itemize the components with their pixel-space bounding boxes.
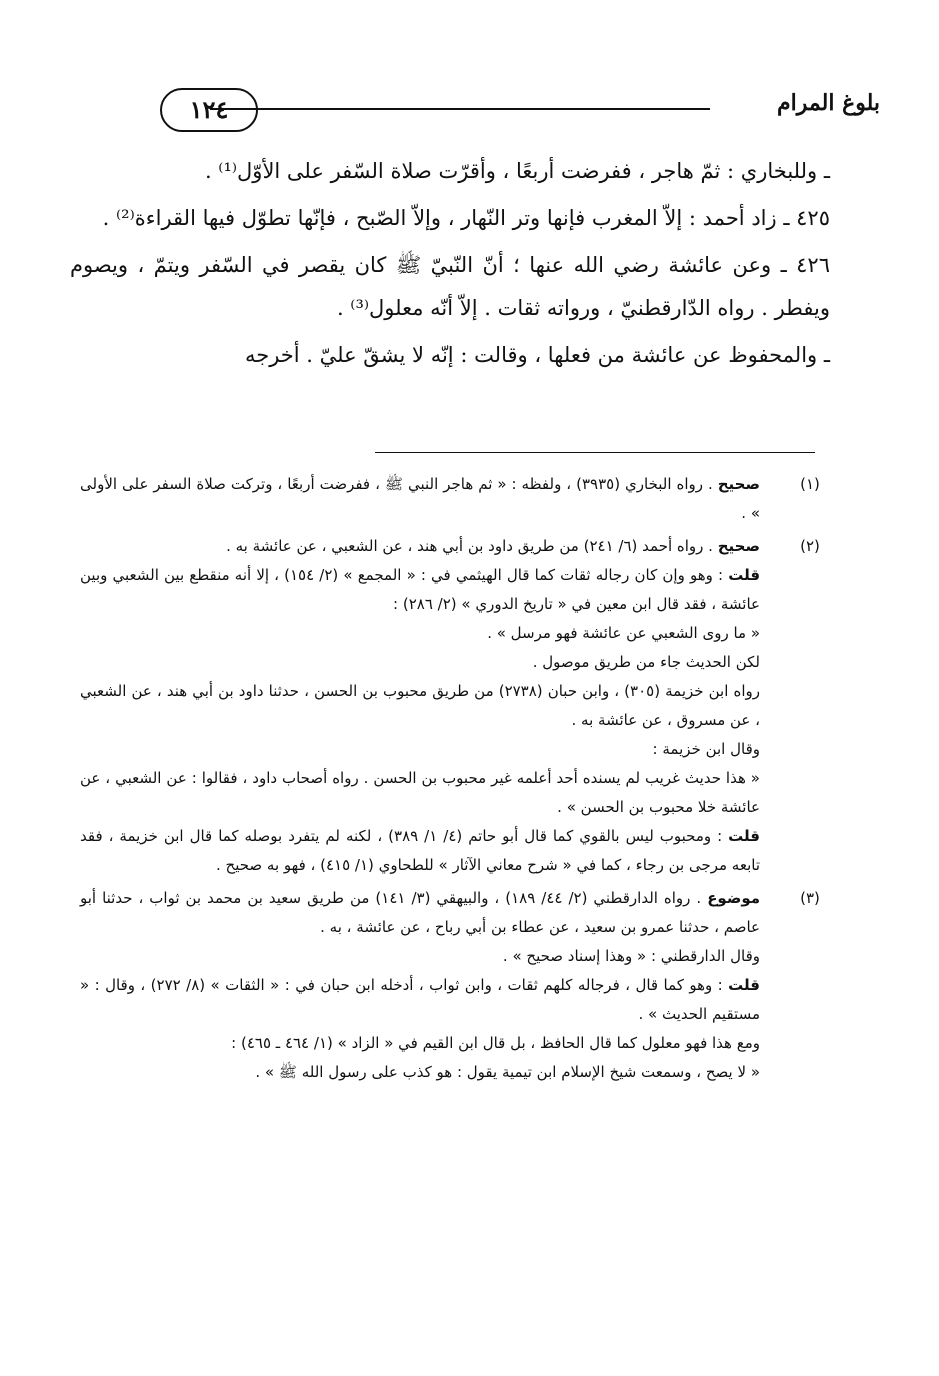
footnote-text: . رواه البخاري (٣٩٣٥) ، ولفظه : « ثم هاجر النبي ﷺ ، ففرضت أربعًا ، وتركت صلاة السفر على الأولى » . <box>80 475 760 522</box>
footnote-line <box>80 561 760 619</box>
footnote-quote: « هذا حديث غريب لم يسنده أحد أعلمه غير محبوب بن الحسن . رواه أصحاب داود ، فقالوا : عن الشعبي ، عن عائشة خلا محبوب بن الحسن » . <box>80 769 760 816</box>
hadith-paragraph: ـ وللبخاري : ثمّ هاجر ، ففرضت أربعًا ، وأقرّت صلاة السّفر على الأوّل⁽¹⁾ . <box>204 159 830 183</box>
footnote-quote: « لا يصح ، وسمعت شيخ الإسلام ابن تيمية يقول : هو كذب على رسول الله ﷺ » . <box>255 1063 760 1081</box>
footnote-text: وقال ابن خزيمة : <box>652 740 760 758</box>
hadith-paragraph: ـ والمحفوظ عن عائشة من فعلها ، وقالت : إنّه لا يشقّ عليّ . أخرجه <box>244 343 830 367</box>
footnote-text: لكن الحديث جاء من طريق موصول . <box>532 653 760 671</box>
footnote-line <box>80 971 760 1029</box>
footnotes <box>80 470 830 1091</box>
footnote-text: : وهو وإن كان رجاله ثقات كما قال الهيثمي في : « المجمع » (٢/ ١٥٤) ، إلا أنه منقطع بين الشعبي وبين عائشة ، فقد قال ابن معين في « تاريخ الدوري » (٢/ ٢٨٦) : <box>80 566 760 613</box>
book-title: بلوغ المرام <box>777 90 880 116</box>
hadith-paragraph: ٤٢٦ ـ وعن عائشة رضي الله عنها ؛ أنّ النّبيّ ﷺ كان يقصر في السّفر ويتمّ ، ويصوم ويفطر . رواه الدّارقطنيّ ، ورواته ثقات . إلاّ أنّه معلول⁽³⁾ . <box>70 253 830 320</box>
footnote-text: وقال الدارقطني : « وهذا إسناد صحيح » . <box>502 947 760 965</box>
footnote-number: (١) <box>800 475 820 493</box>
qultu-label: قلت <box>728 566 761 584</box>
footnote-text: : ومحبوب ليس بالقوي كما قال أبو حاتم (٤/ ١/ ٣٨٩) ، لكنه لم يتفرد بوصله كما قال ابن خزيمة ، فقد تابعه مرجى بن رجاء ، كما في « شرح معاني الآثار » للطحاوي (١/ ٤١٥) ، فهو به صحيح . <box>80 827 760 874</box>
footnote-number: (٢) <box>800 537 820 555</box>
footnote-number: (٣) <box>800 889 820 907</box>
page-number: ١٢٤ <box>160 88 258 132</box>
grade-label: صحيح <box>717 475 760 493</box>
footnote-separator <box>375 452 815 453</box>
hadith-paragraph: ٤٢٥ ـ زاد أحمد : إلاّ المغرب فإنها وتر النّهار ، وإلاّ الصّبح ، فإنّها تطوّل فيها القراءة⁽²⁾ . <box>102 206 830 230</box>
footnote-text: : وهو كما قال ، فرجاله كلهم ثقات ، وابن ثواب ، أدخله ابن حبان في : « الثقات » (٨/ ٢٧٢) ، وقال : « مستقيم الحديث » . <box>80 976 760 1023</box>
footnote-text: ومع هذا فهو معلول كما قال الحافظ ، بل قال ابن القيم في « الزاد » (١/ ٤٦٤ ـ ٤٦٥) : <box>231 1034 760 1052</box>
footnote-2 <box>80 532 830 880</box>
footnote-line <box>80 532 760 561</box>
footnote-line <box>80 884 760 942</box>
footnote-text: رواه ابن خزيمة (٣٠٥) ، وابن حبان (٢٧٣٨) من طريق محبوب بن الحسن ، حدثنا داود بن أبي هند ، عن الشعبي ، عن مسروق ، عن عائشة به . <box>80 682 760 729</box>
footnote-text: . رواه الدارقطني (٢/ ٤٤/ ١٨٩) ، والبيهقي (٣/ ١٤١) من طريق سعيد بن محمد بن ثواب ، حدثنا أبو عاصم ، حدثنا عمرو بن سعيد ، عن عطاء بن أبي رباح ، عن عائشة ، به . <box>80 889 760 936</box>
footnote-text: . رواه أحمد (٦/ ٢٤١) من طريق داود بن أبي هند ، عن الشعبي ، عن عائشة به . <box>226 537 713 555</box>
main-text <box>70 150 830 381</box>
footnote-quote: « ما روى الشعبي عن عائشة فهو مرسل » . <box>487 624 760 642</box>
grade-label: صحيح <box>717 537 760 555</box>
qultu-label: قلت <box>728 976 760 994</box>
page-header <box>60 84 880 134</box>
footnote-line <box>80 822 760 880</box>
header-rule <box>210 108 710 110</box>
qultu-label: قلت <box>728 827 760 845</box>
grade-label: موضوع <box>707 889 761 907</box>
footnote-3 <box>80 884 830 1087</box>
footnote-1 <box>80 470 830 528</box>
